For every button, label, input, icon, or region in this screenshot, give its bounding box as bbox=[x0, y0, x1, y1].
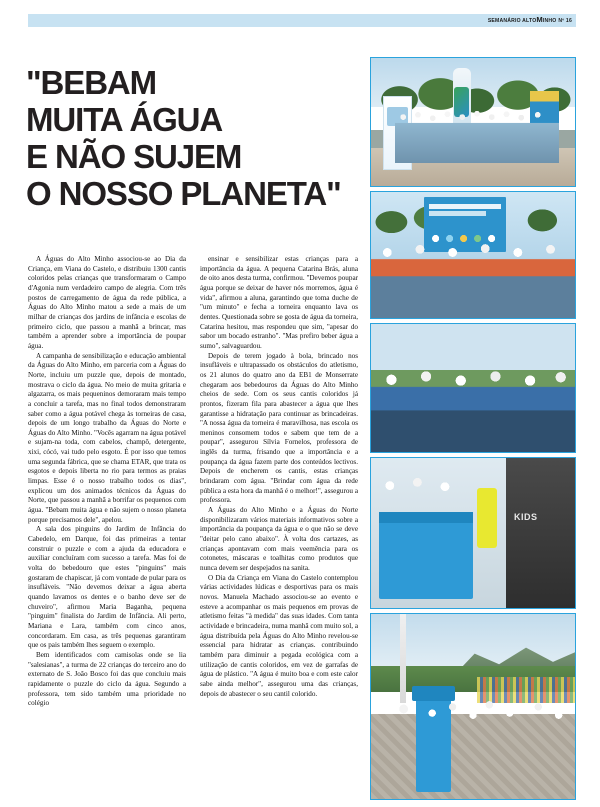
publication-prefix: SEMANÁRIO ALTO bbox=[487, 18, 537, 24]
publication-brand-rest: INHO bbox=[542, 18, 557, 24]
photo-water-station-closeup bbox=[370, 457, 576, 609]
article-column-1 bbox=[28, 255, 186, 800]
children-group bbox=[375, 464, 481, 518]
paragraph: O Dia da Criança em Viana do Castelo contemplou várias actividades lúdicas e desportivas para os mais novos. Manuela Machado associou-se ao evento e esteve a acompanhar os mais pequenos em provas de atletismo feitas "à medida" das suas idades. Com tanta actividade e brincadeira, numa manhã com muito sol, a água distribuída pela Águas do Alto Minho revelou-se essencial para hidratar as crianças. contribuindo também para diminuir a pegada ecológica com a utilização de cantis coloridos, em vez de garrafas de água de plástico. "A água é muito boa e com este calor sabe ainda melhor", assegurou uma das crianças, depois de abastecer o seu cantil colorido. bbox=[200, 573, 358, 698]
paragraph: ensinar e sensibilizar estas crianças para a importância da água. A pequena Catarina Brás, aluna de oito anos desta turma, confirmou. "Devemos poupar água porque se deixar de haver nós morremos, água é vida", afirmou a aluna, garantindo que toma duche de "um minuto" e fecha a torneira enquanto lava os dentes. Questionada sobre se gosta de água da torneira, Catarina hesitou, mas respondeu que sim, "apesar do sabor um bocado estranho". "Mas prefiro beber água a sumo", salvaguardou. bbox=[200, 255, 358, 350]
headline-line-4: O NOSSO PLANETA" bbox=[26, 175, 341, 213]
paragraph: A campanha de sensibilização e educação ambiental da Águas do Alto Minho, em parceria com a Águas do Norte, incluiu um puzzle que, depois de montado, mostrava o ciclo da água. No meio de muita gritaria e algazarra, os mais pequeninos demoraram mais tempo a concluir a tarefa, mas no final todos demonstraram saber como a água potável chega às torneiras de casa, depois de um longo trabalho da Águas do Norte e Águas do Alto Minho. "Vocês agarram na água potável e sujam-na toda, com cabelos, champô, detergente, xixi, cócó, vai tudo pelo esgoto. É por isso que temos uma segunda fábrica, que se chama ETAR, que trata os esgotos e depois liberta no rio para termos as praias limpas. Esse é o nosso trabalho todos os dias", explicou um dos animados técnicos da Águas do Norte, que passou a manhã a borrifar os pequenos com água. "Bebam muita água e não sujem o nosso planeta porque precisamos dele", apelou. bbox=[28, 351, 186, 524]
headline-line-3: E NÃO SUJEM bbox=[26, 138, 242, 176]
photo-kids-blue-banner bbox=[370, 191, 576, 319]
photo-column bbox=[370, 57, 576, 800]
page-header-band bbox=[28, 14, 576, 27]
article-column-2 bbox=[200, 255, 358, 800]
person-dark-sweatshirt bbox=[506, 458, 575, 608]
banner-headline-bar bbox=[429, 204, 501, 209]
paragraph: Bem identificados com camisolas onde se lia "salesianas", a turma de 22 crianças do terceiro ano do externato de S. João Bosco foi das que concluiu mais rapidamente o puzzle do ciclo da água. Segundo a professora, tem sido também uma prioridade no colégio bbox=[28, 650, 186, 708]
photo-kids-looking-up-content bbox=[371, 324, 575, 452]
photo-water-station-closeup-content bbox=[371, 458, 575, 608]
publication-brand-initial: M bbox=[536, 15, 543, 24]
paragraph: A Águas do Alto Minho associou-se ao Dia da Criança, em Viana do Castelo, e distribuiu 1300 cantis coloridos pelas crianças que transformaram o Campo d'Agonia num verdadeiro campo de alegria. Com três postos de carregamento de água da rede pública, a Águas do Alto Minho matou a sede a mais de um milhar de crianças dos jardins de infância e escolas de primeiro ciclo, que passou a manhã a brincar, mas também a aprender sobre a importância de poupar água. bbox=[28, 255, 186, 350]
children-group bbox=[395, 107, 558, 163]
headline-line-1: "BEBAM bbox=[26, 64, 157, 102]
photo-kids-looking-up bbox=[370, 323, 576, 453]
page-title bbox=[26, 64, 366, 212]
photo-stage-banners bbox=[370, 57, 576, 187]
children-group bbox=[371, 368, 575, 452]
photo-water-trolley-wide bbox=[370, 613, 576, 800]
water-station-cart bbox=[379, 521, 473, 599]
photo-water-trolley-wide-content bbox=[371, 614, 575, 799]
children-group bbox=[371, 240, 575, 318]
publication-info bbox=[488, 15, 572, 24]
headline-line-2: MUITA ÁGUA bbox=[26, 101, 223, 139]
children-group bbox=[371, 684, 575, 788]
paragraph: A sala dos pinguins do Jardim de Infância do Cabedelo, em Darque, foi das primeiras a tentar construir o puzzle e com a ajuda da educadora e auxiliar concluíram com sucesso a tarefa. Mas foi de volta do bebedouro que estes "pinguins" mais gostaram de chapiscar, já com vontade de pular para os insufláveis. "Não devemos deixar a água aberta quando lavamos os dentes e o banho deve ser de chuveiro", afirmou Maria Baganha, pequena "pinguim" finalista do Jardim de Infância. Ali perto, Mariana e Lara, também com cinco anos, concordaram. Em casa, as três pequenas garantiram que os pais também lhes seguem o exemplo. bbox=[28, 525, 186, 650]
issue-number: Nº 16 bbox=[558, 18, 572, 24]
banner-subline-bar bbox=[429, 211, 486, 216]
photo-stage-banners-content bbox=[371, 58, 575, 186]
article-body bbox=[28, 255, 358, 800]
paragraph: A Águas do Alto Minho e a Águas do Norte disponibilizaram vários materiais informativos sobre a importância da poupança da água e o que não se deve "deitar pelo cano abaixo". À volta dos cartazes, as crianças apontavam com mais veemência para os cotonetes, máscaras e toalhitas como produtos que nunca devem ser despejados na sanita. bbox=[200, 506, 358, 572]
yellow-bottle bbox=[477, 488, 497, 548]
photo-kids-blue-banner-content bbox=[371, 192, 575, 318]
paragraph: Depois de terem jogado à bola, brincado nos insufláveis e ultrapassado os obstáculos do atletismo, os 21 alunos do quatro ano da EB1 de Monserrate chegaram aos bebedouros da Águas do Alto Minho cheios de sede. Com os seus cantis coloridos já prontos, fizeram fila para abastecer a água que lhes garantisse a hidratação para continuar as brincadeiras. "A nossa água da torneira é maravilhosa, nas escola os meninos consomem todos e sabem que tem de a poupar", assegurou Sílvia Fornelos, professora de inglês da turma, frisando que a importância e a poupança da água fazem parte dos conteúdos lectivos. Depois de encherem os cantis, estas crianças brindaram com água. "Brindar com água da rede pública a esta hora da manhã é o melhor!", assegurou a professora. bbox=[200, 351, 358, 505]
